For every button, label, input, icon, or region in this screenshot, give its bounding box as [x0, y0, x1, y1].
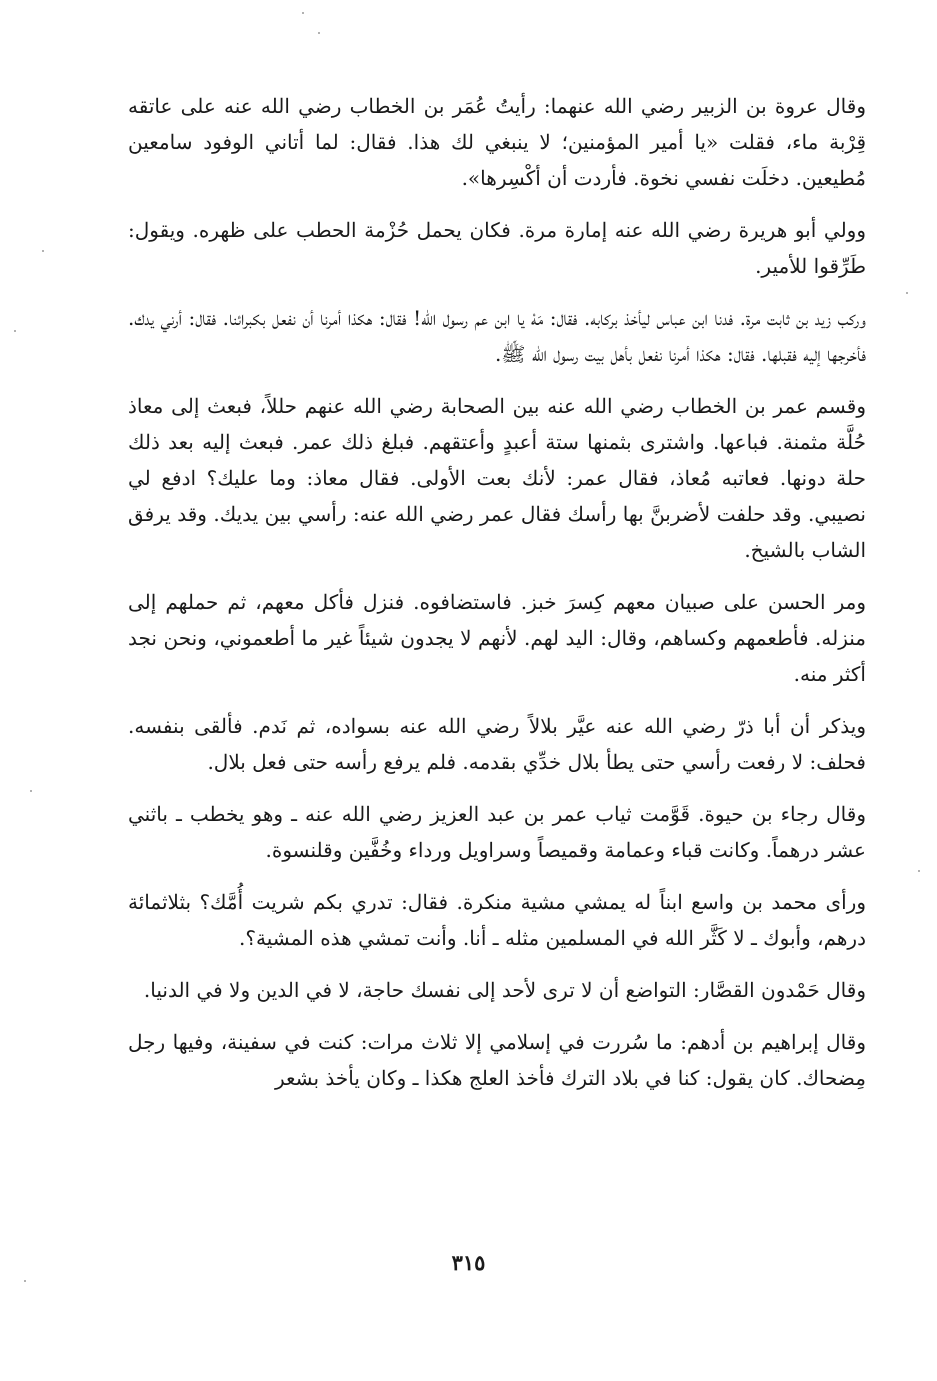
scan-speck — [14, 330, 16, 332]
scan-speck — [906, 292, 908, 294]
scan-speck — [918, 870, 920, 872]
scan-speck — [42, 250, 44, 252]
body-text — [128, 88, 866, 1112]
scan-speck — [318, 32, 320, 34]
paragraph: ورأى محمد بن واسع ابناً له يمشي مشية منكرة. فقال: تدري بكم شريت أُمَّك؟ بثلاثمائة درهم، وأبوك ـ لا كَثَّر الله في المسلمين مثله ـ أنا. وأنت تمشي هذه المشية؟. — [128, 890, 866, 950]
paragraph: وقال إبراهيم بن أدهم: ما سُررت في إسلامي إلا ثلاث مرات: كنت في سفينة، وفيها رجل مِضحاك. كان يقول: كنا في بلاد الترك فأخذ العلج هكذا ـ وكان يأخذ بشعر — [128, 1030, 866, 1090]
paragraph: ويذكر أن أبا ذرّ رضي الله عنه عيَّر بلالاً رضي الله عنه بسواده، ثم نَدم. فألقى بنفسه. فحلف: لا رفعت رأسي حتى يطأ بلال خدِّي بقدمه. فلم يرفع رأسه حتى فعل بلال. — [128, 714, 866, 774]
paragraph: وقال عروة بن الزبير رضي الله عنهما: رأيتُ عُمَر بن الخطاب رضي الله عنه على عاتقه قِرْبة ماء، فقلت «يا أمير المؤمنين؛ لا ينبغي لك هذا. فقال: لما أتاني الوفود سامعين مُطيعين. دخلَت نفسي نخوة. فأردت أن أكْسِرها». — [128, 94, 866, 190]
paragraph: وولي أبو هريرة رضي الله عنه إمارة مرة. فكان يحمل حُزْمة الحطب على ظهره. ويقول: طَرِّقوا للأمير. — [128, 218, 866, 278]
page-number: ٣١٥ — [451, 1250, 486, 1275]
paragraph: وقال رجاء بن حيوة. قَوَّمت ثياب عمر بن عبد العزيز رضي الله عنه ـ وهو يخطب ـ باثني عشر درهماً. وكانت قباء وعمامة وقميصاً وسراويل ورداء وخُفَّين وقلنسوة. — [128, 802, 866, 862]
scan-speck — [302, 12, 304, 14]
scan-speck — [30, 790, 32, 792]
paragraph: ومر الحسن على صبيان معهم كِسرَ خبز. فاستضافوه. فنزل فأكل معهم، ثم حملهم إلى منزله. فأطعمهم وكساهم، وقال: اليد لهم. لأنهم لا يجدون شيئاً غير ما أطعموني، ونحن نجد أكثر منه. — [128, 590, 866, 686]
scan-speck — [24, 1280, 26, 1282]
paragraph: وقسم عمر بن الخطاب رضي الله عنه بين الصحابة رضي الله عنهم حللاً، فبعث إلى معاذ حُلَّة مثمنة. فباعها. واشترى بثمنها ستة أعبدٍ وأعتقهم. فبلغ ذلك عمر. فبعث إليه بعد ذلك حلة دونها. فعاتبه مُعاذ، فقال عمر: لأنك بعت الأولى. فقال معاذ: وما عليك؟ ادفع لي نصيبي. وقد حلفت لأضربنَّ بها رأسك فقال عمر رضي الله عنه: رأسي بين يديك. وقد يرفق الشاب بالشيخ. — [128, 394, 866, 562]
paragraph: وركب زيد بن ثابت مرة. فدنا ابن عباس ليأخذ بركابه. فقال: مَهْ يا ابن عم رسول الله! فقال: هكذا أمرنا أن نفعل بكبرائنا. فقال: أرني يدك. فأخرجها إليه فقبلها. فقال: هكذا أمرنا نفعل بأهل بيت رسول الله ﷺ. — [128, 306, 866, 366]
paragraph: وقال حَمْدون القصَّار: التواضع أن لا ترى لأحد إلى نفسك حاجة، لا في الدين ولا في الدنيا. — [143, 978, 866, 1002]
